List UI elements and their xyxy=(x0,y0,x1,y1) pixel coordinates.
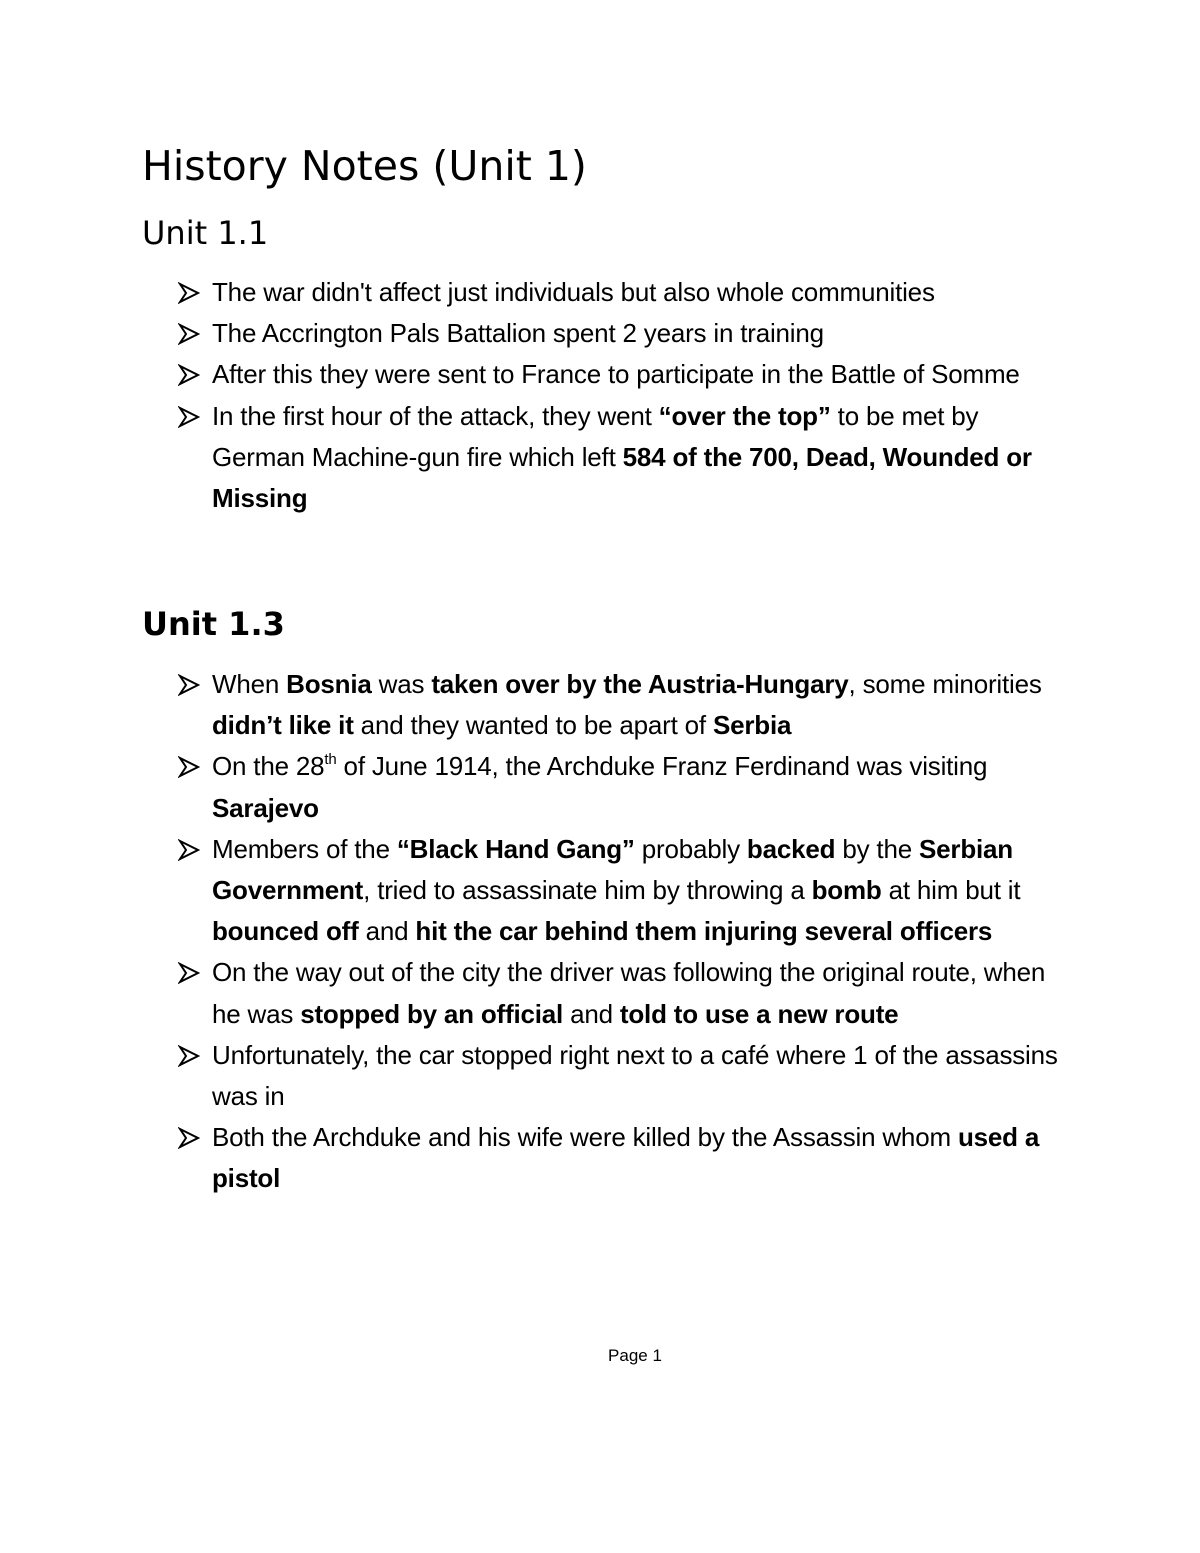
bold-text: bomb xyxy=(811,875,882,906)
bold-text: stopped by an official xyxy=(300,998,564,1029)
section-heading-unit-1-1: Unit 1.1 xyxy=(142,214,269,252)
arrowhead-bullet-icon xyxy=(178,364,200,386)
bullet-text: The war didn't affect just individuals but also whole communities xyxy=(212,277,935,307)
bullet-item xyxy=(0,1035,1067,1117)
arrowhead-bullet-icon xyxy=(178,1127,200,1149)
bold-text: “over the top” xyxy=(658,400,831,431)
bullet-text: and xyxy=(358,916,416,947)
arrowhead-bullet-icon xyxy=(178,1045,200,1067)
page-title: History Notes (Unit 1) xyxy=(142,142,587,190)
bold-text: “Black Hand Gang” xyxy=(396,833,635,864)
page-footer: Page 1 xyxy=(608,1346,662,1365)
bullet-text: After this they were sent to France to participate in the Battle of Somme xyxy=(212,359,1020,390)
bold-text: taken over by the Austria-Hungary xyxy=(431,669,849,699)
bullet-text: In the first hour of the attack, they went xyxy=(212,400,659,431)
bullet-list-unit-1-1 xyxy=(0,272,1067,519)
bullet-text: On the 28 xyxy=(212,751,325,782)
bullet-item xyxy=(0,313,1067,354)
bullet-item xyxy=(0,272,1067,313)
bullet-text: at him but it xyxy=(881,875,1021,906)
arrowhead-bullet-icon xyxy=(178,962,200,984)
arrowhead-bullet-icon xyxy=(178,282,200,304)
bold-text: bounced off xyxy=(212,916,359,947)
bold-text: Bosnia xyxy=(286,669,372,699)
bold-text: told to use a new route xyxy=(619,998,899,1029)
bullet-text: The Accrington Pals Battalion spent 2 years in training xyxy=(212,318,824,349)
bullet-text: When xyxy=(212,669,287,699)
bullet-text: by the xyxy=(835,833,920,864)
arrowhead-bullet-icon xyxy=(178,406,200,428)
bullet-text: probably xyxy=(634,833,747,864)
bullet-text: of June 1914, the Archduke Franz Ferdinand was visiting xyxy=(336,751,988,782)
bullet-text: Members of the xyxy=(212,833,397,864)
bullet-item xyxy=(0,829,1067,953)
bullet-text: , some minorities xyxy=(848,669,1042,699)
bullet-item xyxy=(0,1117,1067,1199)
bullet-text: On the way out of the city the driver was following the original route, when he was xyxy=(212,957,1046,1029)
bullet-text: Unfortunately, the car stopped right next to a café where 1 of the assassins was in xyxy=(212,1039,1058,1112)
arrowhead-bullet-icon xyxy=(178,674,200,696)
bullet-item xyxy=(0,664,1067,746)
bullet-text: was xyxy=(371,669,432,699)
superscript-text: th xyxy=(324,751,337,769)
bold-text: used a pistol xyxy=(212,1122,1040,1194)
bullet-item xyxy=(0,746,1067,828)
bullet-item xyxy=(0,354,1067,395)
bullet-text: Both the Archduke and his wife were killed by the Assassin whom xyxy=(212,1122,958,1153)
bold-text: backed xyxy=(746,833,836,864)
bullet-item xyxy=(0,396,1067,520)
bullet-list-unit-1-3 xyxy=(0,664,1067,1200)
bold-text: Sarajevo xyxy=(212,792,319,823)
bold-text: Serbia xyxy=(712,710,792,741)
bullet-item xyxy=(0,952,1067,1034)
bold-text: 584 of the 700, Dead, Wounded or Missing xyxy=(212,441,1032,514)
bullet-text: and they wanted to be apart of xyxy=(353,710,713,741)
section-heading-unit-1-3: Unit 1.3 xyxy=(142,605,285,643)
bullet-text: to be met by German Machine-gun fire which left xyxy=(212,400,979,472)
bold-text: didn’t like it xyxy=(212,710,354,741)
bullet-text: and xyxy=(563,998,620,1029)
bold-text: hit the car behind them injuring several officers xyxy=(415,916,993,947)
arrowhead-bullet-icon xyxy=(178,323,200,345)
arrowhead-bullet-icon xyxy=(178,756,200,778)
arrowhead-bullet-icon xyxy=(178,839,200,861)
bullet-text: , tried to assassinate him by throwing a xyxy=(363,875,812,906)
bold-text: Serbian Government xyxy=(212,833,1013,906)
